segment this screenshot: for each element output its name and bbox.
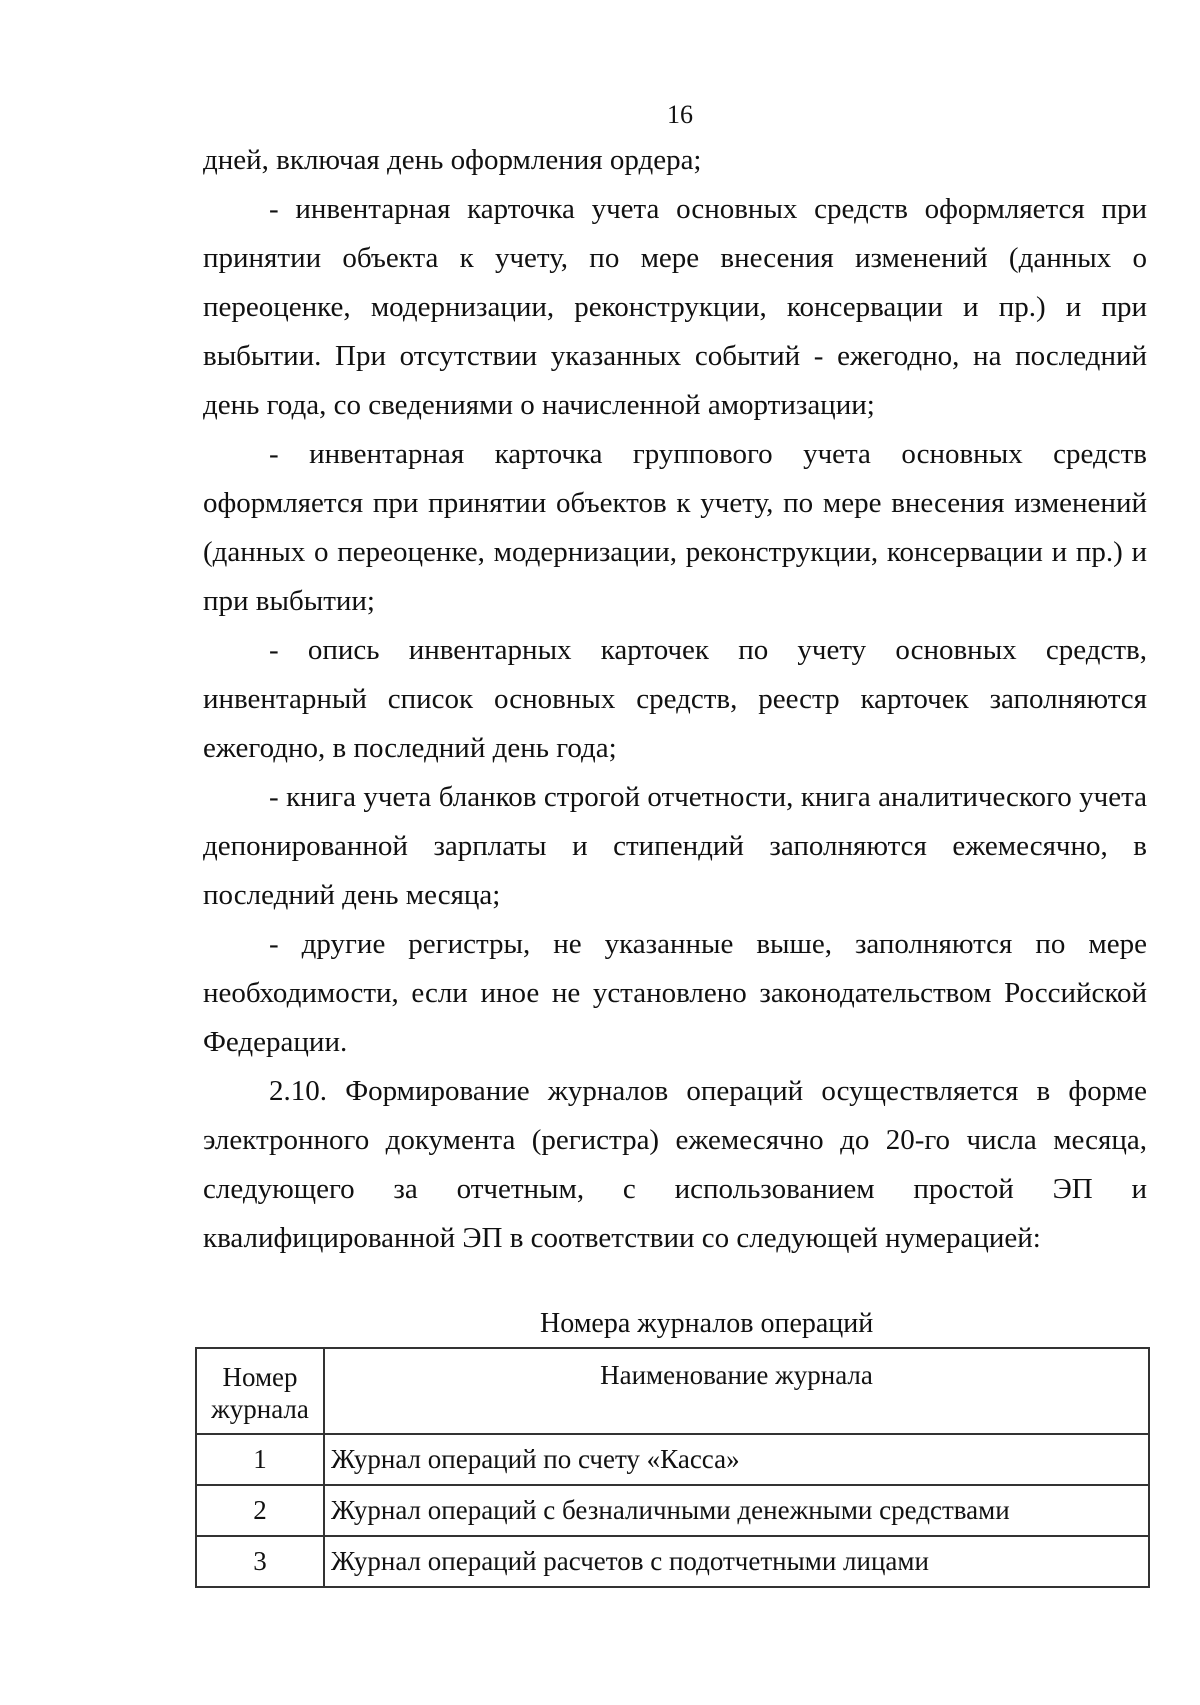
journal-name-cell: Журнал операций расчетов с подотчетными лицами <box>324 1536 1149 1587</box>
table-header-row <box>196 1348 1149 1434</box>
paragraph-other-registers: - другие регистры, не указанные выше, заполняются по мере необходимости, если иное не установлено законодательством Российской Федерации. <box>203 928 1147 1058</box>
table-row <box>196 1485 1149 1536</box>
document-body <box>203 136 1147 1263</box>
table-row <box>196 1434 1149 1485</box>
table-caption: Номера журналов операций <box>540 1308 874 1339</box>
journal-number-cell: 3 <box>196 1536 324 1587</box>
paragraph-section-2-10: 2.10. Формирование журналов операций осуществляется в форме электронного документа (регистра) ежемесячно до 20-го числа месяца, следующего за отчетным, с использованием простой ЭП и квалифицированной ЭП в соответствии со следующей нумерацией: <box>203 1075 1147 1254</box>
paragraph-group-inventory-card: - инвентарная карточка группового учета основных средств оформляется при принятии объектов к учету, по мере внесения изменений (данных о переоценке, модернизации, реконструкции, консервации и пр.) и при выбытии; <box>203 438 1147 617</box>
paragraph-continuation: дней, включая день оформления ордера; <box>203 144 702 176</box>
journal-name-cell: Журнал операций с безналичными денежными средствами <box>324 1485 1149 1536</box>
table-row <box>196 1536 1149 1587</box>
page-number: 16 <box>667 100 693 129</box>
journal-number-cell: 1 <box>196 1434 324 1485</box>
header-journal-number: Номер журнала <box>196 1348 324 1434</box>
header-journal-name: Наименование журнала <box>324 1348 1149 1434</box>
journal-name-cell: Журнал операций по счету «Касса» <box>324 1434 1149 1485</box>
journal-number-cell: 2 <box>196 1485 324 1536</box>
paragraph-inventory-card: - инвентарная карточка учета основных средств оформляется при принятии объекта к учету, по мере внесения изменений (данных о переоценке, модернизации, реконструкции, консервации и пр.) и при выбытии. При отсутствии указанных событий - ежегодно, на последний день года, со сведениями о начисленной амортизации; <box>203 193 1147 421</box>
paragraph-inventory-list: - опись инвентарных карточек по учету основных средств, инвентарный список основных средств, реестр карточек заполняются ежегодно, в последний день года; <box>203 634 1147 764</box>
paragraph-forms-book: - книга учета бланков строгой отчетности, книга аналитического учета депонированной зарплаты и стипендий заполняются ежемесячно, в последний день месяца; <box>203 781 1147 911</box>
journals-table <box>195 1347 1150 1588</box>
